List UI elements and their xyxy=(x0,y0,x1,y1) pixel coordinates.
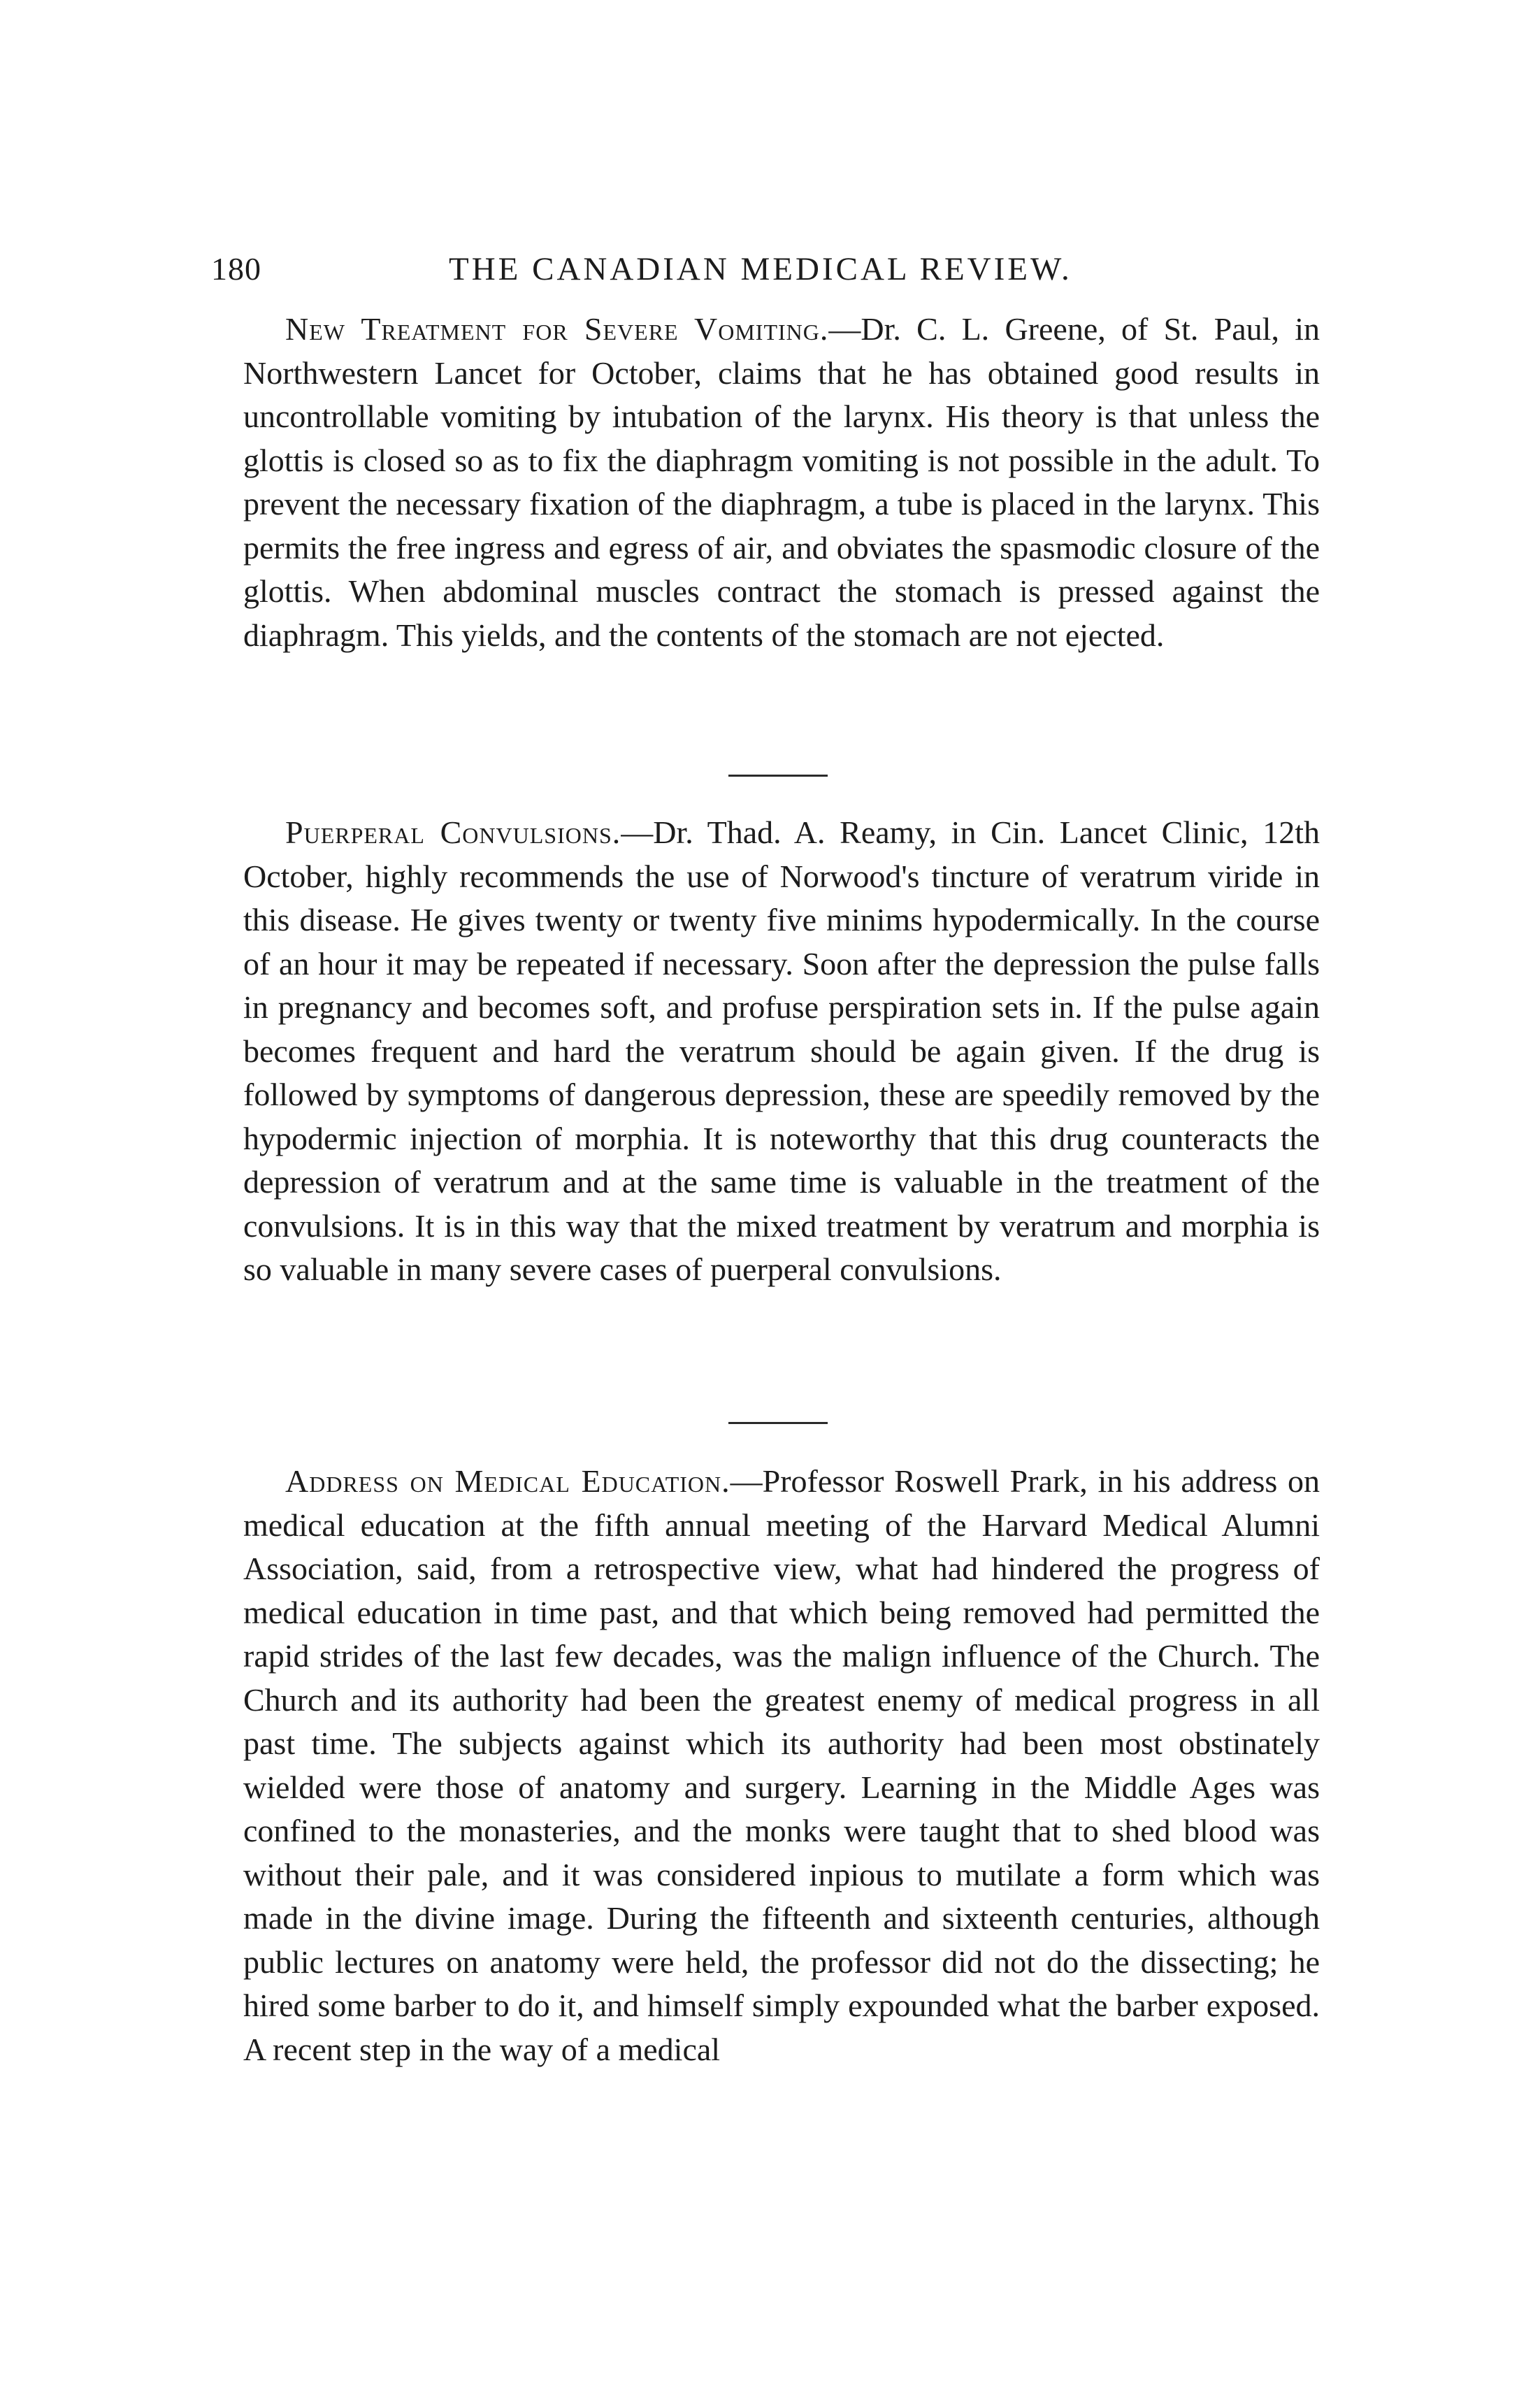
article-body: —Dr. C. L. Greene, of St. Paul, in Northwestern Lancet for October, claims that he has obtained good results in uncontrollable vomiting by intubation of the larynx. His theory is that unless the glottis is closed so as to fix the diaphragm vomiting is not possible in the adult. To prevent the necessary fixation of the diaphragm, a tube is placed in the larynx. This permits the free ingress and egress of air, and obviates the spasmodic closure of the glottis. When abdominal muscles contract the stomach is pressed against the diaphragm. This yields, and the contents of the stomach are not ejected. xyxy=(243,311,1320,653)
section-divider xyxy=(728,1422,828,1424)
article-heading: Address on Medical Education. xyxy=(285,1463,731,1499)
article-heading: Puerperal Convulsions. xyxy=(285,814,621,850)
page-header xyxy=(211,250,1330,292)
page-number: 180 xyxy=(211,251,261,287)
article-paragraph xyxy=(243,811,1320,1292)
section-divider xyxy=(728,775,828,777)
article-body: —Professor Roswell Prark, in his address on medical education at the fifth annual meeting of the Harvard Medical Alumni Association, said, from a retrospective view, what had hindered the progress of medical education in time past, and that which being removed had permitted the rapid strides of the last few decades, was the malign influence of the Church. The Church and its authority had been the greatest enemy of medical progress in all past time. The subjects against which its authority had been most obstinately wielded were those of anatomy and surgery. Learning in the Middle Ages was confined to the monasteries, and the monks were taught that to shed blood was without their pale, and it was considered inpious to mutilate a form which was made in the divine image. During the fifteenth and sixteenth centuries, although public lectures on anatomy were held, the professor did not do the dissecting; he hired some barber to do it, and himself simply expounded what the barber exposed. A recent step in the way of a medical xyxy=(243,1463,1320,2067)
article-paragraph xyxy=(243,1460,1320,2071)
article-puerperal-convulsions xyxy=(243,811,1320,1292)
article-severe-vomiting xyxy=(243,308,1320,657)
running-title: THE CANADIAN MEDICAL REVIEW. xyxy=(449,251,1072,287)
article-heading: New Treatment for Severe Vomiting. xyxy=(285,311,829,347)
article-body: —Dr. Thad. A. Reamy, in Cin. Lancet Clinic, 12th October, highly recommends the use of Norwood's tincture of veratrum viride in this disease. He gives twenty or twenty five minims hypodermically. In the course of an hour it may be repeated if necessary. Soon after the depression the pulse falls in pregnancy and becomes soft, and profuse perspiration sets in. If the pulse again becomes frequent and hard the veratrum should be again given. If the drug is followed by symptoms of dangerous depression, these are speedily removed by the hypodermic injection of morphia. It is noteworthy that this drug counteracts the depression of veratrum and at the same time is valuable in the treatment of the convulsions. It is in this way that the mixed treatment by veratrum and morphia is so valuable in many severe cases of puerperal convulsions. xyxy=(243,814,1320,1287)
article-paragraph xyxy=(243,308,1320,657)
article-medical-education xyxy=(243,1460,1320,2071)
